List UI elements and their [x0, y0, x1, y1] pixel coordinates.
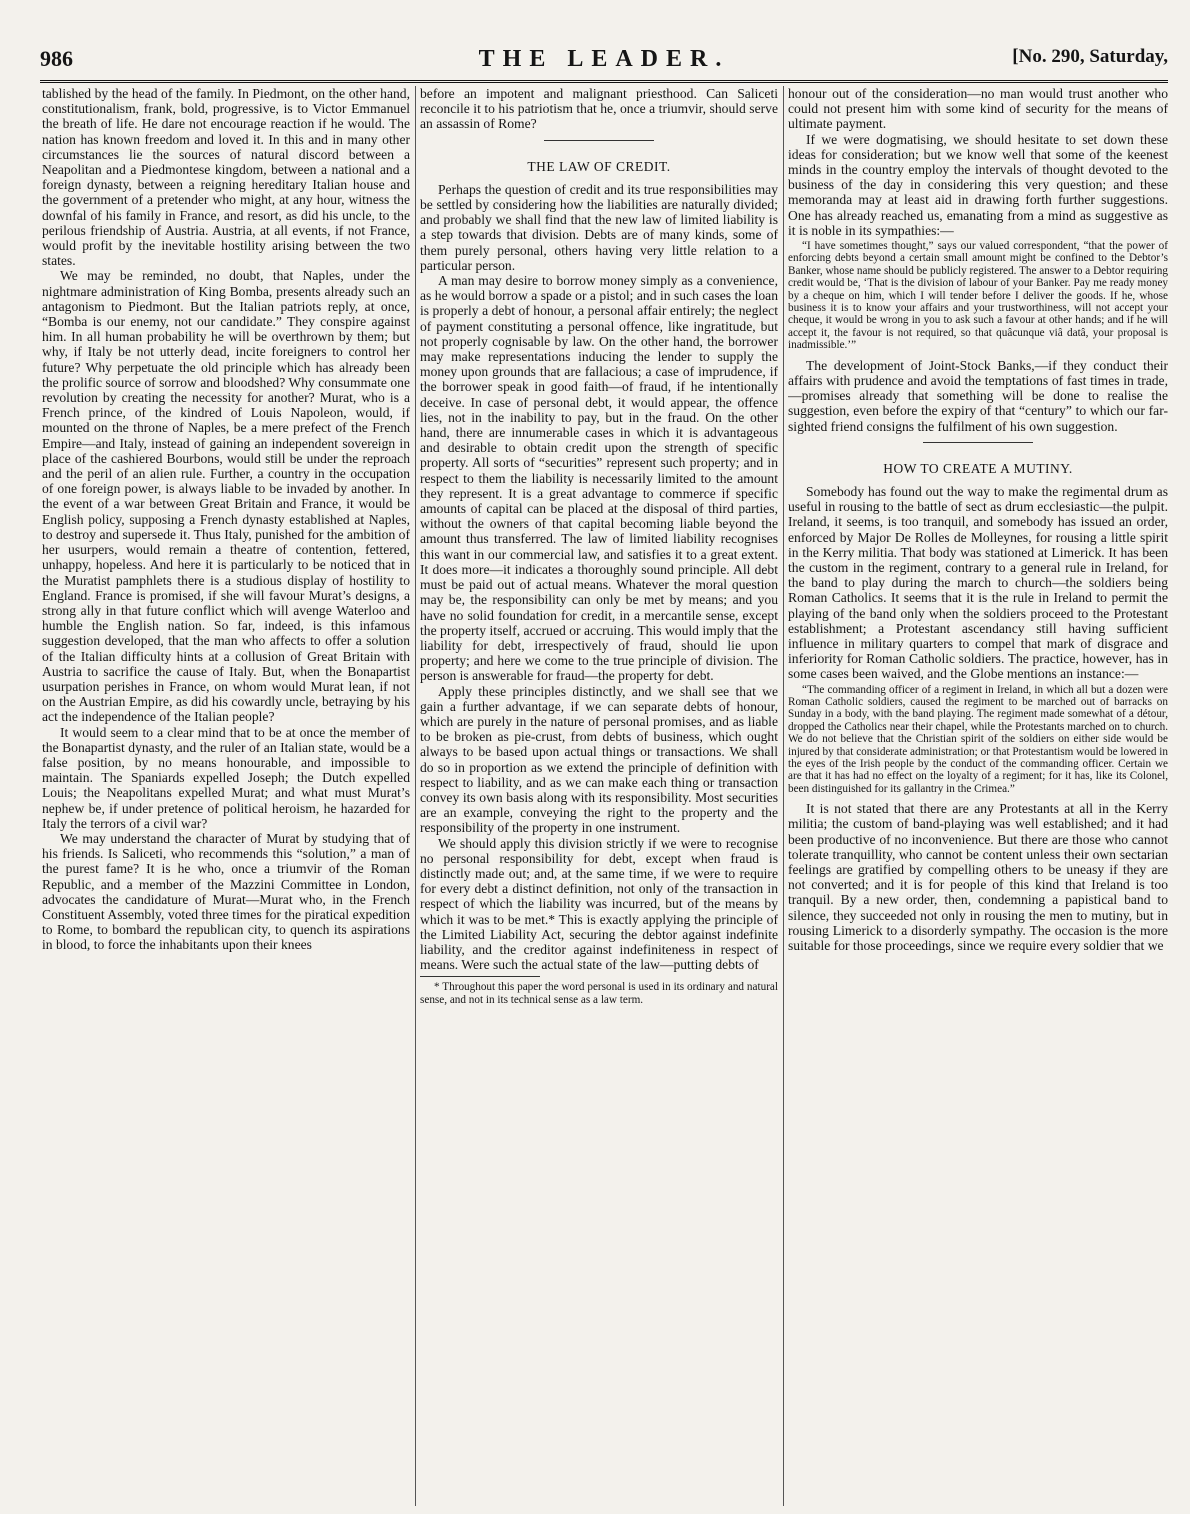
masthead-rule [40, 80, 1168, 83]
issue-info: [No. 290, Saturday, [1012, 46, 1168, 67]
article-heading: THE LAW OF CREDIT. [527, 158, 671, 174]
paragraph: If we were dogmatising, we should hesitate to set down these ideas for consideration; but we know well that some of the keenest minds in the country employ the intervals of thought devoted to the business of the day in considering this very question; and these memoranda may at least aid in drawing forth further suggestions. One has already reached us, emanating from a mind as suggestive as it is noble in its sympathies:— [788, 131, 1168, 238]
paragraph: It is not stated that there are any Protestants at all in the Kerry militia; the custom of band-playing was well established; and it had been productive of no inconvenience. But there are those who cannot tolerate tranquillity, who cannot be content unless their own sectarian feelings are gratified by compelling others to be uneasy if they are not converted; and it is for people of this kind that Ireland is too tranquil. By a new order, then, condemning a papistical band to silence, they succeeded not only in rousing the men to mutiny, but in rousing Limerick to a disorderly sympathy. The occasion is the more suitable for those proceedings, since we require every soldier that we [788, 801, 1168, 954]
paragraph: Apply these principles distinctly, and we shall see that we gain a further advantage, if we can separate debts of honour, which are purely in the nature of personal promises, and as liable to be broken as pie-crust, from debts of business, which ought always to be based upon actual things or transactions. We shall do so in proportion as we extend the principle of definition with respect to liability, and as we can make each thing or transaction convey its own basis along with its responsibility. Most securities are an example, conveying the right to the property and the responsibility of the property in one instrument. [420, 683, 778, 836]
block-quote: “The commanding officer of a regiment in Ireland, in which all but a dozen were Roman Catholic soldiers, caused the regiment to be marched out of barracks on Sunday in a body, with the band playing. The regiment made somewhat of a détour, dropped the Catholics near their chapel, while the Protestants marched on to church. We do not believe that the Christian spirit of the soldiers on either side would be injured by that considerate administration; or that Protestantism would be lowered in the eyes of the Irish people by the conduct of the commanding officer. Certain we are that it has had no effect on the loyalty of a regiment; for it has, like its Colonel, been distinguished for its gallantry in the Crimea.” [788, 683, 1168, 795]
column-divider [415, 86, 416, 1506]
paragraph: We should apply this division strictly if we were to recognise no personal responsibility for debt, except when fraud is distinctly made out; and, at the same time, if we were to require for every debt a distinct definition, not only of the transaction in respect of which the liability was incurred, but of the means by which it was to be met.* This is exactly applying the principle of the Limited Liability Act, securing the debtor against indefinite liability, and the creditor against indefiniteness in respect of means. Were such the actual state of the law—putting debts of [420, 835, 778, 973]
paragraph: We may understand the character of Murat by studying that of his friends. Is Saliceti, who recommends this “solution,” a man of the purest fame? It is he who, once a triumvir of the Roman Republic, and a member of the Mazzini Committee in London, advocates the candidature of Murat—Murat who, in the French Constituent Assembly, voted three times for the piratical expedition to Rome, to bombard the republican city, to quench its aspirations in blood, to force the inhabitants upon their knees [42, 830, 410, 953]
paragraph: We may be reminded, no doubt, that Naples, under the nightmare administration of King Bomba, presents already such an antagonism to Piedmont. But the Italian patriots reply, at once, “Bomba is our enemy, not our candidate.” They conspire against him. In all human probability he will be overthrown by them; but why, if Italy be not utterly dead, incite foreigners to control her future? Why perpetuate the old principle which has already been the prolific source of sorrow and bloodshed? Why consummate one revolution by creating the necessity for another? Murat, who is a French prince, of the kindred of Louis Napoleon, would, if mounted on the throne of Naples, be a mere prefect of the French Empire—and Italy, instead of gaining an independent sovereign in place of the cashiered Bourbons, would still be under the reproach and the peril of an alien rule. Further, a country in the occupation of one foreign power, is always liable to be invaded by another. In the event of a war between Great Britain and France, it would be English policy, supposing a French dynasty established at Naples, to destroy and supersede it. Thus Italy, punished for the ambition of her usurpers, would remain a theatre of contention, fettered, unhappy, hopeless. And here it is particularly to be noticed that in the Muratist pamphlets there is a studious display of hostility to England. France is promised, if she will favour Murat’s designs, a strong ally in that future conflict which will avenge Waterloo and humble the English nation. So far, indeed, is this infamous suggestion developed, that the man who affects to offer a solution of the Italian difficulty hints at a collusion of Great Britain with Austria to sacrifice the cause of Italy. But, when the Bonapartist usurpation perishes in France, on whom would Murat lean, if not on the Austrian Empire, as did his cowardly uncle, betraying by his act the independence of the Italian people? [42, 268, 410, 725]
column-divider [783, 86, 784, 1506]
block-quote: “I have sometimes thought,” says our valued correspondent, “that the power of enforcing debts beyond a certain small amount might be confined to the Debtor’s Banker, whose name should be publicly registered. The answer to a Debtor requiring credit would be, ‘That is the division of labour of your Banker. Pay me ready money by a cheque on him, which I will tender before I deliver the goods. If he, whose business it is to know your affairs and your trustworthiness, will not accept your cheque, it would be wrong in you to ask such a favour at other hands; and if he will accept it, the favour is not required, so that quâcunque viâ datâ, your proposal is inadmissible.’” [788, 240, 1168, 352]
article-heading: HOW TO CREATE A MUTINY. [883, 460, 1073, 476]
paragraph: A man may desire to borrow money simply as a convenience, as he would borrow a spade or a pistol; and in such cases the loan is properly a debt of honour, a personal affair entirely; the neglect of payment constituting a personal offence, like ingratitude, but not properly cognisable by law. On the other hand, the borrower may make representations inducing the lender to supply the money upon grounds that are fallacious; a case of imprudence, if the borrower speak in good faith—of fraud, if he intentionally deceive. In case of personal debt, it would appear, the offence lies, not in the inability to pay, but in the fraud. On the other hand, there are innumerable cases in which it is advantageous and desirable to obtain credit upon the strength of specific property. All sorts of “securities” represent such property; and in respect to them the liability is necessarily limited to the amount they represent. It is a great advantage to commerce if specific amounts of capital can be placed at the disposal of third parties, without the owners of that capital becoming liable beyond the amount thus transferred. The law of limited liability recognises this want in our commercial law, and satisfies it to a great extent. It does more—it indicates a thoroughly sound principle. All debt must be paid out of actual means. Whatever the moral question may be, the responsibility can only be met by means; and you have no solid foundation for credit, in a mercantile sense, except the property itself, accrued or accruing. This would imply that the liability for debt, irrespectively of fraud, should lie upon property; and here we come to the true principle of division. The person is answerable for fraud—the property for debt. [420, 273, 778, 684]
paragraph: tablished by the head of the family. In Piedmont, on the other hand, constitutionalism, frank, bold, progressive, is to Victor Emmanuel the breath of life. He dare not encourage reaction if he would. The nation has known freedom and loved it. In this and in many other circumstances lie the sources of natural discord between a Neapolitan and a Piedmontese kingdom, between a national and a foreign dynasty, between a reigning hereditary Italian house and the government of a pretender who might, at any hour, witness the downfal of his family in France, and resort, as did his uncle, to the perilous friendship of Austria. Austria, at all events, if not France, would profit by the inevitable hostility arising between the two states. [42, 86, 410, 269]
masthead [40, 46, 1168, 76]
column-1 [42, 86, 410, 1504]
page-number: 986 [40, 46, 73, 71]
paragraph: The development of Joint-Stock Banks,—if they conduct their affairs with prudence and avoid the temptations of fast times in trade,—promises already that something will be done to realise the suggestion, even before the expiry of that “century” to which our far-sighted friend consigns the fulfilment of his own suggestion. [788, 357, 1168, 434]
paragraph: It would seem to a clear mind that to be at once the member of the Bonapartist dynasty, and the ruler of an Italian state, would be a false position, by no means honourable, and impossible to maintain. The Spaniards expelled Joseph; the Dutch expelled Louis; the Neapolitans expelled Murat; and what must Murat’s nephew be, if under pretence of political heroism, he hazarded for Italy the terrors of a civil war? [42, 724, 410, 831]
newspaper-title: THE LEADER. [478, 46, 730, 72]
column-3 [788, 86, 1168, 1504]
paragraph: Somebody has found out the way to make the regimental drum as useful in rousing to the battle of sect as drum ecclesiastic—the pulpit. Ireland, it seems, is too tranquil, and somebody has issued an order, enforced by Major De Rolles de Molleynes, for rousing a little spirit in the Kerry militia. That body was stationed at Limerick. It has been the custom in the regiment, contrary to a general rule in Ireland, for the band to play during the march to church—the soldiers being Roman Catholics. It seems that it is the rule in Ireland to permit the playing of the band only when the soldiers proceed to the Protestant establishment; a Protestant ascendancy still having sufficient influence in military quarters to compel that mark of disgrace and inferiority for Roman Catholic soldiers. The practice, however, has in some cases been waived, and the Globe mentions an instance:— [788, 483, 1168, 682]
paragraph: Perhaps the question of credit and its true responsibilities may be settled by considering how the liabilities are naturally divided; and probably we shall find that the new law of limited liability is a step towards that division. Debts are of many kinds, some of them purely personal, others having very little relation to a particular person. [420, 181, 778, 273]
column-2 [420, 86, 778, 1504]
footnote-rule [420, 976, 540, 977]
footnote: * Throughout this paper the word personal is used in its ordinary and natural sense, and not in its technical sense as a law term. [420, 981, 778, 1006]
section-separator [544, 140, 654, 141]
section-separator [923, 442, 1033, 443]
paragraph: before an impotent and malignant priesthood. Can Saliceti reconcile it to his patriotism that he, once a triumvir, should serve an assassin of Rome? [420, 86, 778, 132]
paragraph: honour out of the consideration—no man would trust another who could not present him with some kind of security for the means of ultimate payment. [788, 86, 1168, 132]
